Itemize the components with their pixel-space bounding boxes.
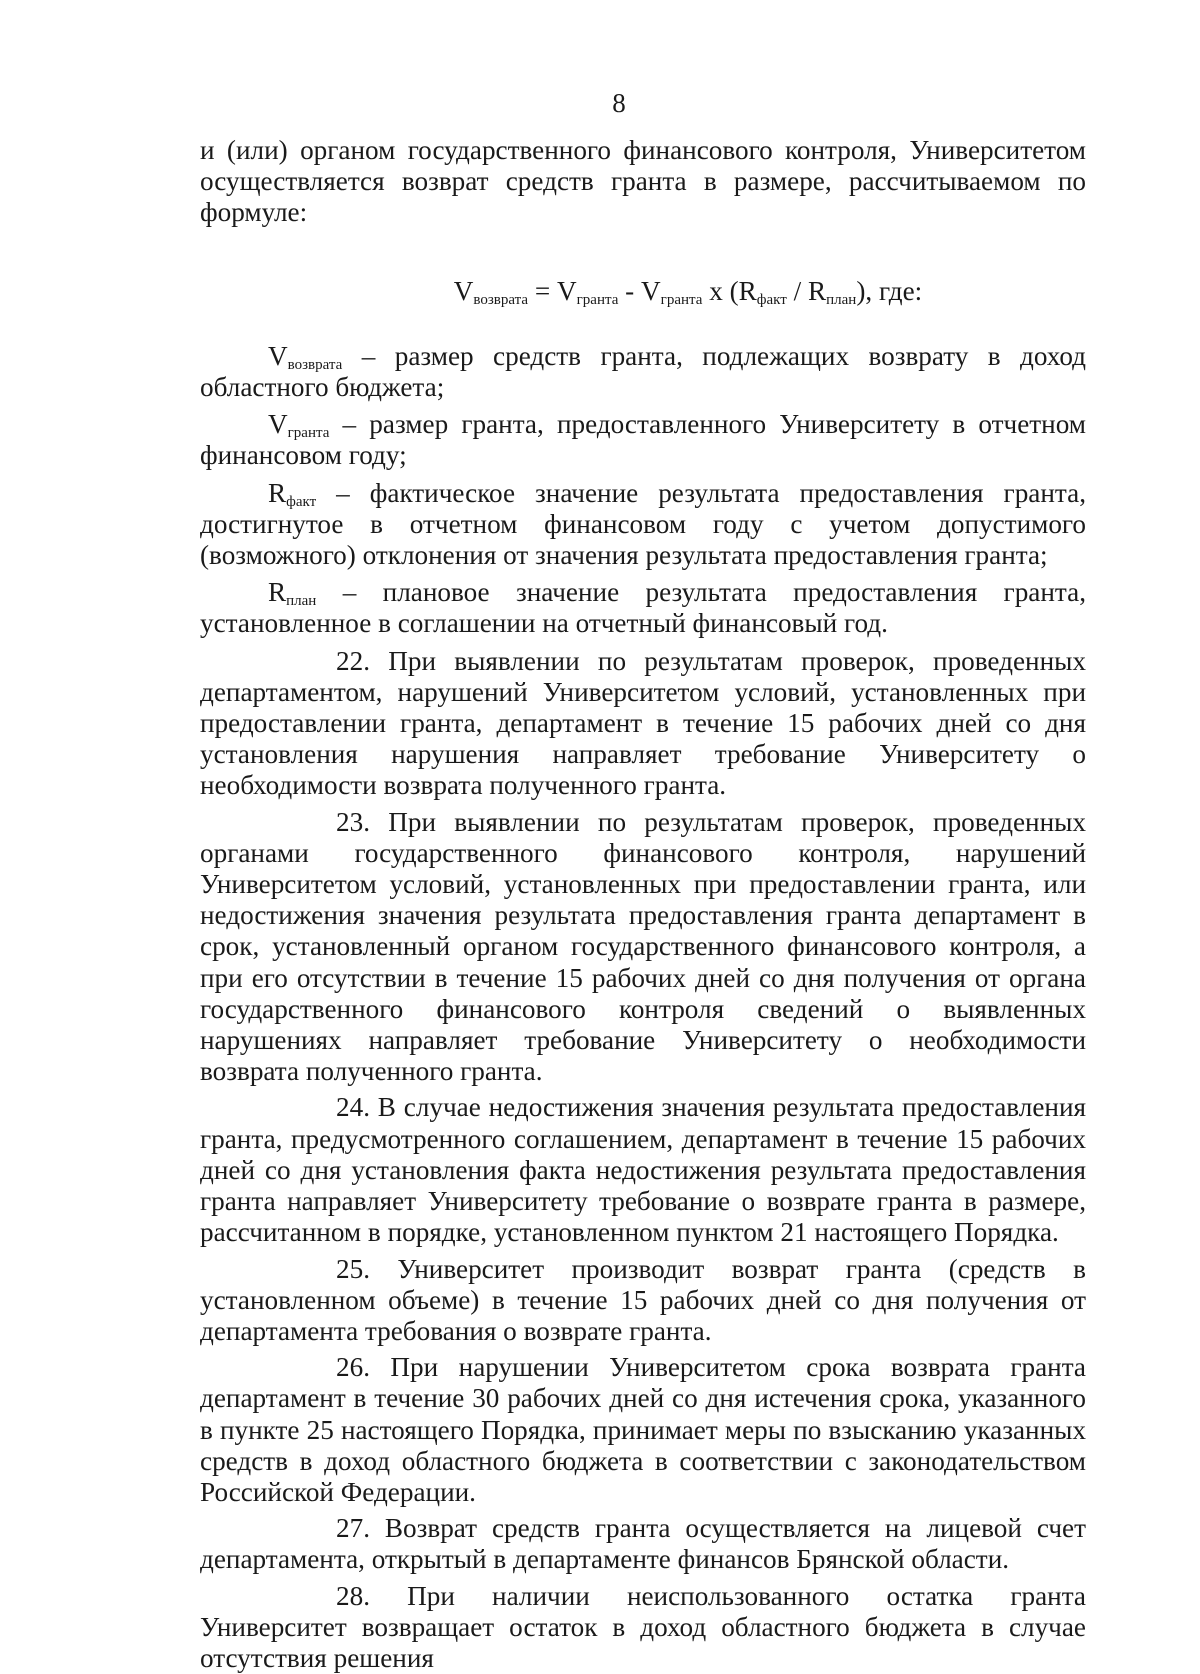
formula-operator: - [618,275,642,306]
formula-symbol: V [557,275,577,306]
paragraph-text: При нарушении Университетом срока возврата гранта департамент в течение 30 рабочих дней со дня истечения срока, указанного в пункте 25 настоящего Порядка, принимает меры по взысканию указанных средств в доход областного бюджета в соответствии с законодательством Российской Федерации. [200,1352,1086,1507]
formula-subscript: гранта [576,291,619,308]
paragraph-number: 22. [336,645,370,676]
formula-operator: х ( [702,275,739,306]
paragraph-number: 28. [336,1580,370,1611]
document-body [200,135,1086,1674]
paragraph-28 [200,1581,1086,1674]
formula-symbol: V [641,275,661,306]
formula-subscript: план [826,291,857,308]
paragraph-25 [200,1254,1086,1348]
paragraph-text: Возврат средств гранта осуществляется на лицевой счет департамента, открытый в департаменте финансов Брянской области. [200,1513,1086,1575]
definition-r-fact: $R_{факт}$ – фактическое значение результата предоставления гранта, достигнутое в отчетном финансовом году с учетом допустимого (возможного) отклонения от значения результата предоставления гранта; [200,477,1086,571]
formula-operator: = [528,275,557,306]
paragraph-24 [200,1092,1086,1248]
paragraph-22 [200,646,1086,802]
definition-v-grant: $V_{гранта}$ – размер гранта, предоставленного Университету в отчетном финансовом году; [200,409,1086,471]
formula-symbol: R [738,275,757,306]
formula-symbol: V [453,275,474,306]
formula-subscript: гранта [660,291,703,308]
paragraph-text: При наличии неиспользованного остатка гранта Университет возвращает остаток в доход областного бюджета в случае отсутствия решения [200,1580,1086,1673]
formula-symbol: R [807,275,827,306]
paragraph-23 [200,807,1086,1088]
paragraph-text: Университет производит возврат гранта (средств в установленном объеме) в течение 15 рабочих дней со дня получения от департамента требования о возврате гранта. [200,1253,1086,1346]
paragraph-number: 25. [336,1253,370,1284]
formula-tail: ), где: [856,275,923,306]
page-number: 8 [612,88,626,118]
definition-r-plan: $R_{план}$ – плановое значение результата предоставления гранта, установленное в соглашении на отчетный финансовый год. [200,577,1086,639]
formula-subscript: факт [756,291,787,308]
paragraph-number: 27. [336,1513,370,1544]
paragraph-number: 26. [336,1352,370,1383]
intro-paragraph: и (или) органом государственного финансового контроля, Университетом осуществляется возврат средств гранта в размере, рассчитываемом по формуле: [200,135,1086,228]
paragraph-26 [200,1352,1086,1508]
formula [200,276,1086,307]
formula-operator: / [786,275,808,306]
paragraph-text: В случае недостижения значения результата предоставления гранта, предусмотренного соглашением, департамент в течение 15 рабочих дней со дня установления факта недостижения результата предоставления гранта направляет Университету требование о возврате гранта в размере, рассчитанном в порядке, установленном пунктом 21 настоящего Порядка. [200,1092,1086,1248]
paragraph-text: При выявлении по результатам проверок, проведенных органами государственного финансового контроля, нарушений Университетом условий, установленных при предоставлении гранта, или недостижения значения результата предоставления гранта департамент в срок, установленный органом государственного финансового контроля, а при его отсутствии в течение 15 рабочих дней со дня получения от органа государственного финансового контроля сведений о выявленных нарушениях направляет требование Университету о необходимости возврата полученного гранта. [200,806,1086,1087]
formula-subscript: возврата [473,291,529,308]
paragraph-number: 24. [336,1092,370,1123]
paragraph-27 [200,1513,1086,1575]
paragraph-number: 23. [336,806,370,837]
paragraph-text: При выявлении по результатам проверок, проведенных департаментом, нарушений Университетом условий, установленных при предоставлении гранта, департамент в течение 15 рабочих дней со дня установления нарушения направляет требование Университету о необходимости возврата полученного гранта. [200,645,1086,801]
definition-v-return: $V_{возврата}$ – размер средств гранта, подлежащих возврату в доход областного бюджета; [200,340,1086,403]
